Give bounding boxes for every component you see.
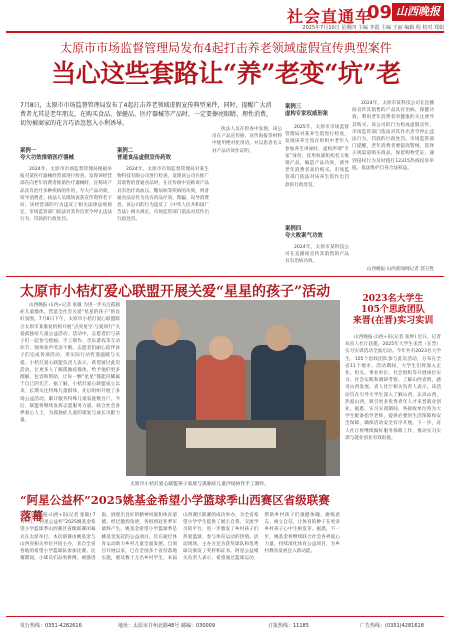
- case4-body: 2024年，太原市某科技公司在直播间宣传其销售的产品具有治病、保健功效，利用老年消费者对健康的关注诱导其购买。该公司的行为构成虚假宣传，市场监管部门依法对其作出责令停止违法行为、罚款的行政处罚。市场监管部门提醒，老年消费者要提高警惕，选择正规渠道购买商品，保留购物凭证，遇到侵权行为及时拨打12315热线投诉举报，依法维护自身合法权益。: [352, 101, 434, 171]
- case1-body: 2024年，太原市市场监督管理局根据举报对某医疗器械经营部进行检查，发现该经营部在向老年消费者推销医疗器械时，宣称该产品具有治疗多种疾病的作用，夸大产品功效，误导消费者。执法人员现场查获宣传资料若干份。该经营部的行为违反了相关法律法规规定，市场监管部门依法对其作出责令停止违法行为、罚款的行政处罚。: [20, 167, 112, 223]
- case2-body-cont: 执法人员在检查中发现，该公司在产品宣传册、宣传海报等材料中使用绝对化用语，并以患者名义对产品功效作证明。: [212, 127, 282, 154]
- article1-title: 当心这些套路让“养”老变“坑”老: [51, 59, 401, 88]
- footer-right: 订报热线：11185: [268, 623, 309, 629]
- date-line: 2025年7月10日 星期四 主编 李霞 主编 王丽 编辑 程 校对 郑娟: [302, 25, 444, 31]
- page-number: 09: [366, 2, 392, 23]
- article2-caption: 太原市小桔灯爱心联盟孩子家庭与孤独症儿童沙场协作手工制作。: [130, 482, 270, 487]
- case4-body-start: 2024年，太原市某科技公司在直播间宣传其销售的产品具有治病功效。: [285, 245, 349, 265]
- side-article-body: 山西晚报·山西+讯(记者 张婷) 近日，记者从省人社厅获悉，2025年大学生来晋（在晋）实习实训活动全面启动。今年共有2023名大学生、105个思政团队参与此次活动，分布在全省11个地市。活动期间，大学生们将深入企业、机关、事业单位、社会组织等开展岗位实习、社会实践和调研考察，了解山西省情，感受山西发展。省人社厅相关负责人表示，该活动旨在引导大学生深入了解山西、认识山西、热爱山西，吸引更多优秀青年人才来晋就业创业。据悉，实习实训期间，各接收单位将为大学生配备指导老师，提供必要的生活保障和安全保障，确保活动安全有序开展。下一步，省人社厅将继续做好服务保障工作，推动实习实训与就业创业有效衔接。: [345, 335, 441, 441]
- paper-logo: 山西晚报: [392, 3, 444, 21]
- article3-body: 山西晚报·山西+讯(记者 张敏) 7月7日，“阿星公益杯”2025姚基金希望小学篮球季山西赛区省级联赛闭幕式在太原举行。本次联赛由姚基金与山西省相关单位共同主办，来自全省各地的希望小学篮球队参加比赛。比赛期间，小球员们奋勇拼搏、顽强进取，展现出良好的精神风貌和体育道德。经过激烈角逐，各组别冠亚季军最终产生。姚基金希望小学篮球季是姚基金发起的公益项目，旨在通过体育运动助力乡村儿童全面发展。自项目开展以来，已在全国多个省份落地实施，惠及数十万名乡村学生。本届山西赛区联赛的成功举办，为全省希望小学学生提供了展示自我、交流学习的平台，进一步激发了乡村孩子们热爱篮球、参与体育运动的热情。活动现场，主办方还为获奖球队和优秀球员颁发了奖杯和证书。阿星公益相关负责人表示，希望通过篮球运动，帮助乡村孩子们强健体魄、磨练意志、树立自信，让体育的种子在更多乡村孩子心中生根发芽。据悉，下一步，姚基金将继续联合社会各界爱心力量，持续深化体育公益项目，为乡村教育发展注入新动能。: [20, 513, 340, 562]
- article2-photo: [126, 300, 340, 476]
- article1-byline: 山西晚报·山西新闻网记者 郭卫胜: [366, 267, 434, 272]
- side-article-title: 2023名大学生 105个思政团队 来晋(在晋)实习实训: [352, 294, 434, 326]
- footer-far-right: 广告热线：(0351)4281618: [360, 623, 424, 629]
- article1-lead: 7月8日，太原市市场监督管理局发布了4起打击养老领域虚假宣传典型案件，同时，提醒广大消费者尤其是老年朋友，在购买食品、保健品、医疗器械等产品时，一定要擦亮眼睛、理性消费，切勿被商家的花言巧语忽悠入小利诱导。: [20, 102, 273, 127]
- footer-left: 发行热线：0351-4282616: [20, 623, 82, 629]
- article2-body: 山西晚报·山西+记者 张敏 为进一步关注孤独症儿童群体，营造全社会关爱“星星的孩子”的良好氛围，7月8日下午，太原市小桔灯爱心联盟联合太原市某康复机构开展“点亮星空·与爱同行”关爱孤独症儿童公益活动。活动中，志愿者们与孩子们一起参与绘画、手工制作、音乐游戏等互动环节，现场欢声笑语不断。志愿者们耐心陪伴孩子们完成各项活动，用实际行动传递温暖与关爱。小桔灯爱心联盟负责人表示，希望通过此次活动，让更多人了解孤独症群体，给予他们更多理解、包容和帮助，让每一颗“星星”都能闪耀属于自己的光芒。据了解，小桔灯爱心联盟成立以来，长期关注特殊儿童群体，先后组织开展了多场公益活动，累计服务特殊儿童家庭数百户。今后，联盟将继续发挥志愿服务力量，联合社会各界爱心人士，为孤独症儿童的康复与成长贡献力量。: [20, 303, 120, 424]
- case4-title: 案例四 夸大败案气功效: [285, 226, 323, 239]
- case1-title: 案例一 夸大功效推销医疗器械: [20, 148, 74, 161]
- photo-illustration: [126, 300, 340, 476]
- section-divider: [6, 276, 444, 277]
- masthead-rule: [6, 31, 444, 33]
- footer-rule: [6, 616, 444, 617]
- article1-kicker: 太原市市场监督管理局发布4起打击养老领域虚假宣传典型案件: [60, 41, 392, 55]
- case2-body: 2024年，太原市市场监督管理局对某生物科技有限公司进行检查，发现该公司在推广其销售的普通食品时，在宣传册中宣称该产品具有治疗高血压、糖尿病等疾病的功效，将普通食品宣传为具有药品疗效，欺骗、误导消费者。该公司的行为违反了《中华人民共和国广告法》相关规定，市场监管部门依法对其作出行政处罚。: [117, 167, 209, 223]
- section-name: 社会直通车: [286, 7, 372, 26]
- article2-title: 太原市小桔灯爱心联盟开展关爱“星星的孩子”活动: [20, 284, 331, 300]
- case3-title: 案例三 虚构专家权威形象: [285, 104, 329, 117]
- footer-center: 地址：太原市并州北路48号 邮编：030009: [118, 623, 216, 629]
- case3-body: 2025年，太原市市场监督管理局对某养生馆进行检查，发现该养生馆在组织中老年人参加养生讲座时，虚构所谓“专家”身份，冒用权威机构名义推销产品，编造产品功效，诱导老年消费者高价购买。市场监管部门依法对该养生馆作出罚款的行政处罚。: [285, 125, 349, 188]
- case2-title: 案例二 普通食品虚假宣传药效: [117, 148, 171, 161]
- article3-title: “阿星公益杯”2025姚基金希望小学篮球季山西赛区省级联赛落幕: [20, 493, 330, 523]
